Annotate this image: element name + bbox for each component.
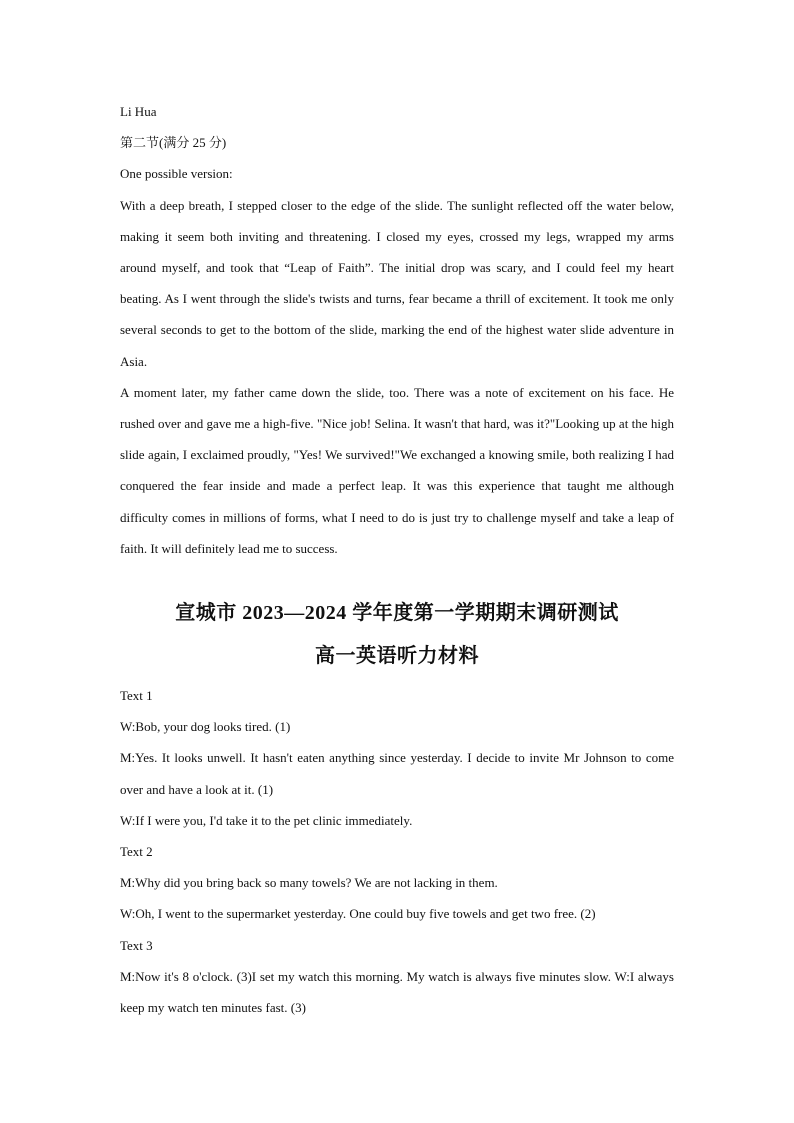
page-content [120, 96, 674, 1023]
section-heading: 第二节(满分 25 分) [120, 135, 227, 151]
title-block [120, 592, 674, 678]
dialogue-line: W:If I were you, I'd take it to the pet clinic immediately. [120, 812, 413, 828]
text-label: Text 2 [120, 844, 153, 860]
text-label: Text 1 [120, 688, 153, 704]
dialogue-line: M:Now it's 8 o'clock. (3)I set my watch this morning. My watch is always five minutes slow. W:I always keep my watch ten minutes fast. (3) [120, 968, 674, 1016]
essay-paragraph-2: A moment later, my father came down the slide, too. There was a note of excitement on his face. He rushed over and gave me a high-five. "Nice job! Selina. It wasn't that hard, was it?"Looking up at the high slide again, I exclaimed proudly, "Yes! We survived!"We exchanged a knowing smile, both realizing I had conquered the fear inside and made a perfect leap. It was this experience that taught me although difficulty comes in millions of forms, what I need to do is just try to challenge myself and take a leap of faith. It will definitely lead me to success. [120, 384, 674, 556]
page-title: 宣城市 2023—2024 学年度第一学期期末调研测试 [175, 602, 619, 625]
dialogue-line: M:Yes. It looks unwell. It hasn't eaten anything since yesterday. I decide to invite Mr Johnson to come over and have a look at it. (1) [120, 750, 674, 797]
text-label: Text 3 [120, 937, 153, 953]
dialogue-line: W:Oh, I went to the supermarket yesterday. One could buy five towels and get two free. (2) [120, 906, 596, 922]
essay-paragraph-1: With a deep breath, I stepped closer to the edge of the slide. The sunlight reflected off the water below, making it seem both inviting and threatening. I closed my eyes, crossed my legs, wrapped my arms around myself, and took that “Leap of Faith”. The initial drop was scary, and I could feel my heart beating. As I went through the slide's twists and turns, fear became a thrill of excitement. It took me only several seconds to get to the bottom of the slide, marking the end of the highest water slide adventure in Asia. [120, 197, 674, 369]
dialogue-line: M:Why did you bring back so many towels? We are not lacking in them. [120, 875, 498, 891]
dialogue-line: W:Bob, your dog looks tired. (1) [120, 719, 291, 735]
listening-material [120, 680, 674, 1023]
page-subtitle: 高一英语听力材料 [315, 645, 479, 668]
signature: Li Hua [120, 104, 157, 119]
version-label: One possible version: [120, 166, 233, 182]
